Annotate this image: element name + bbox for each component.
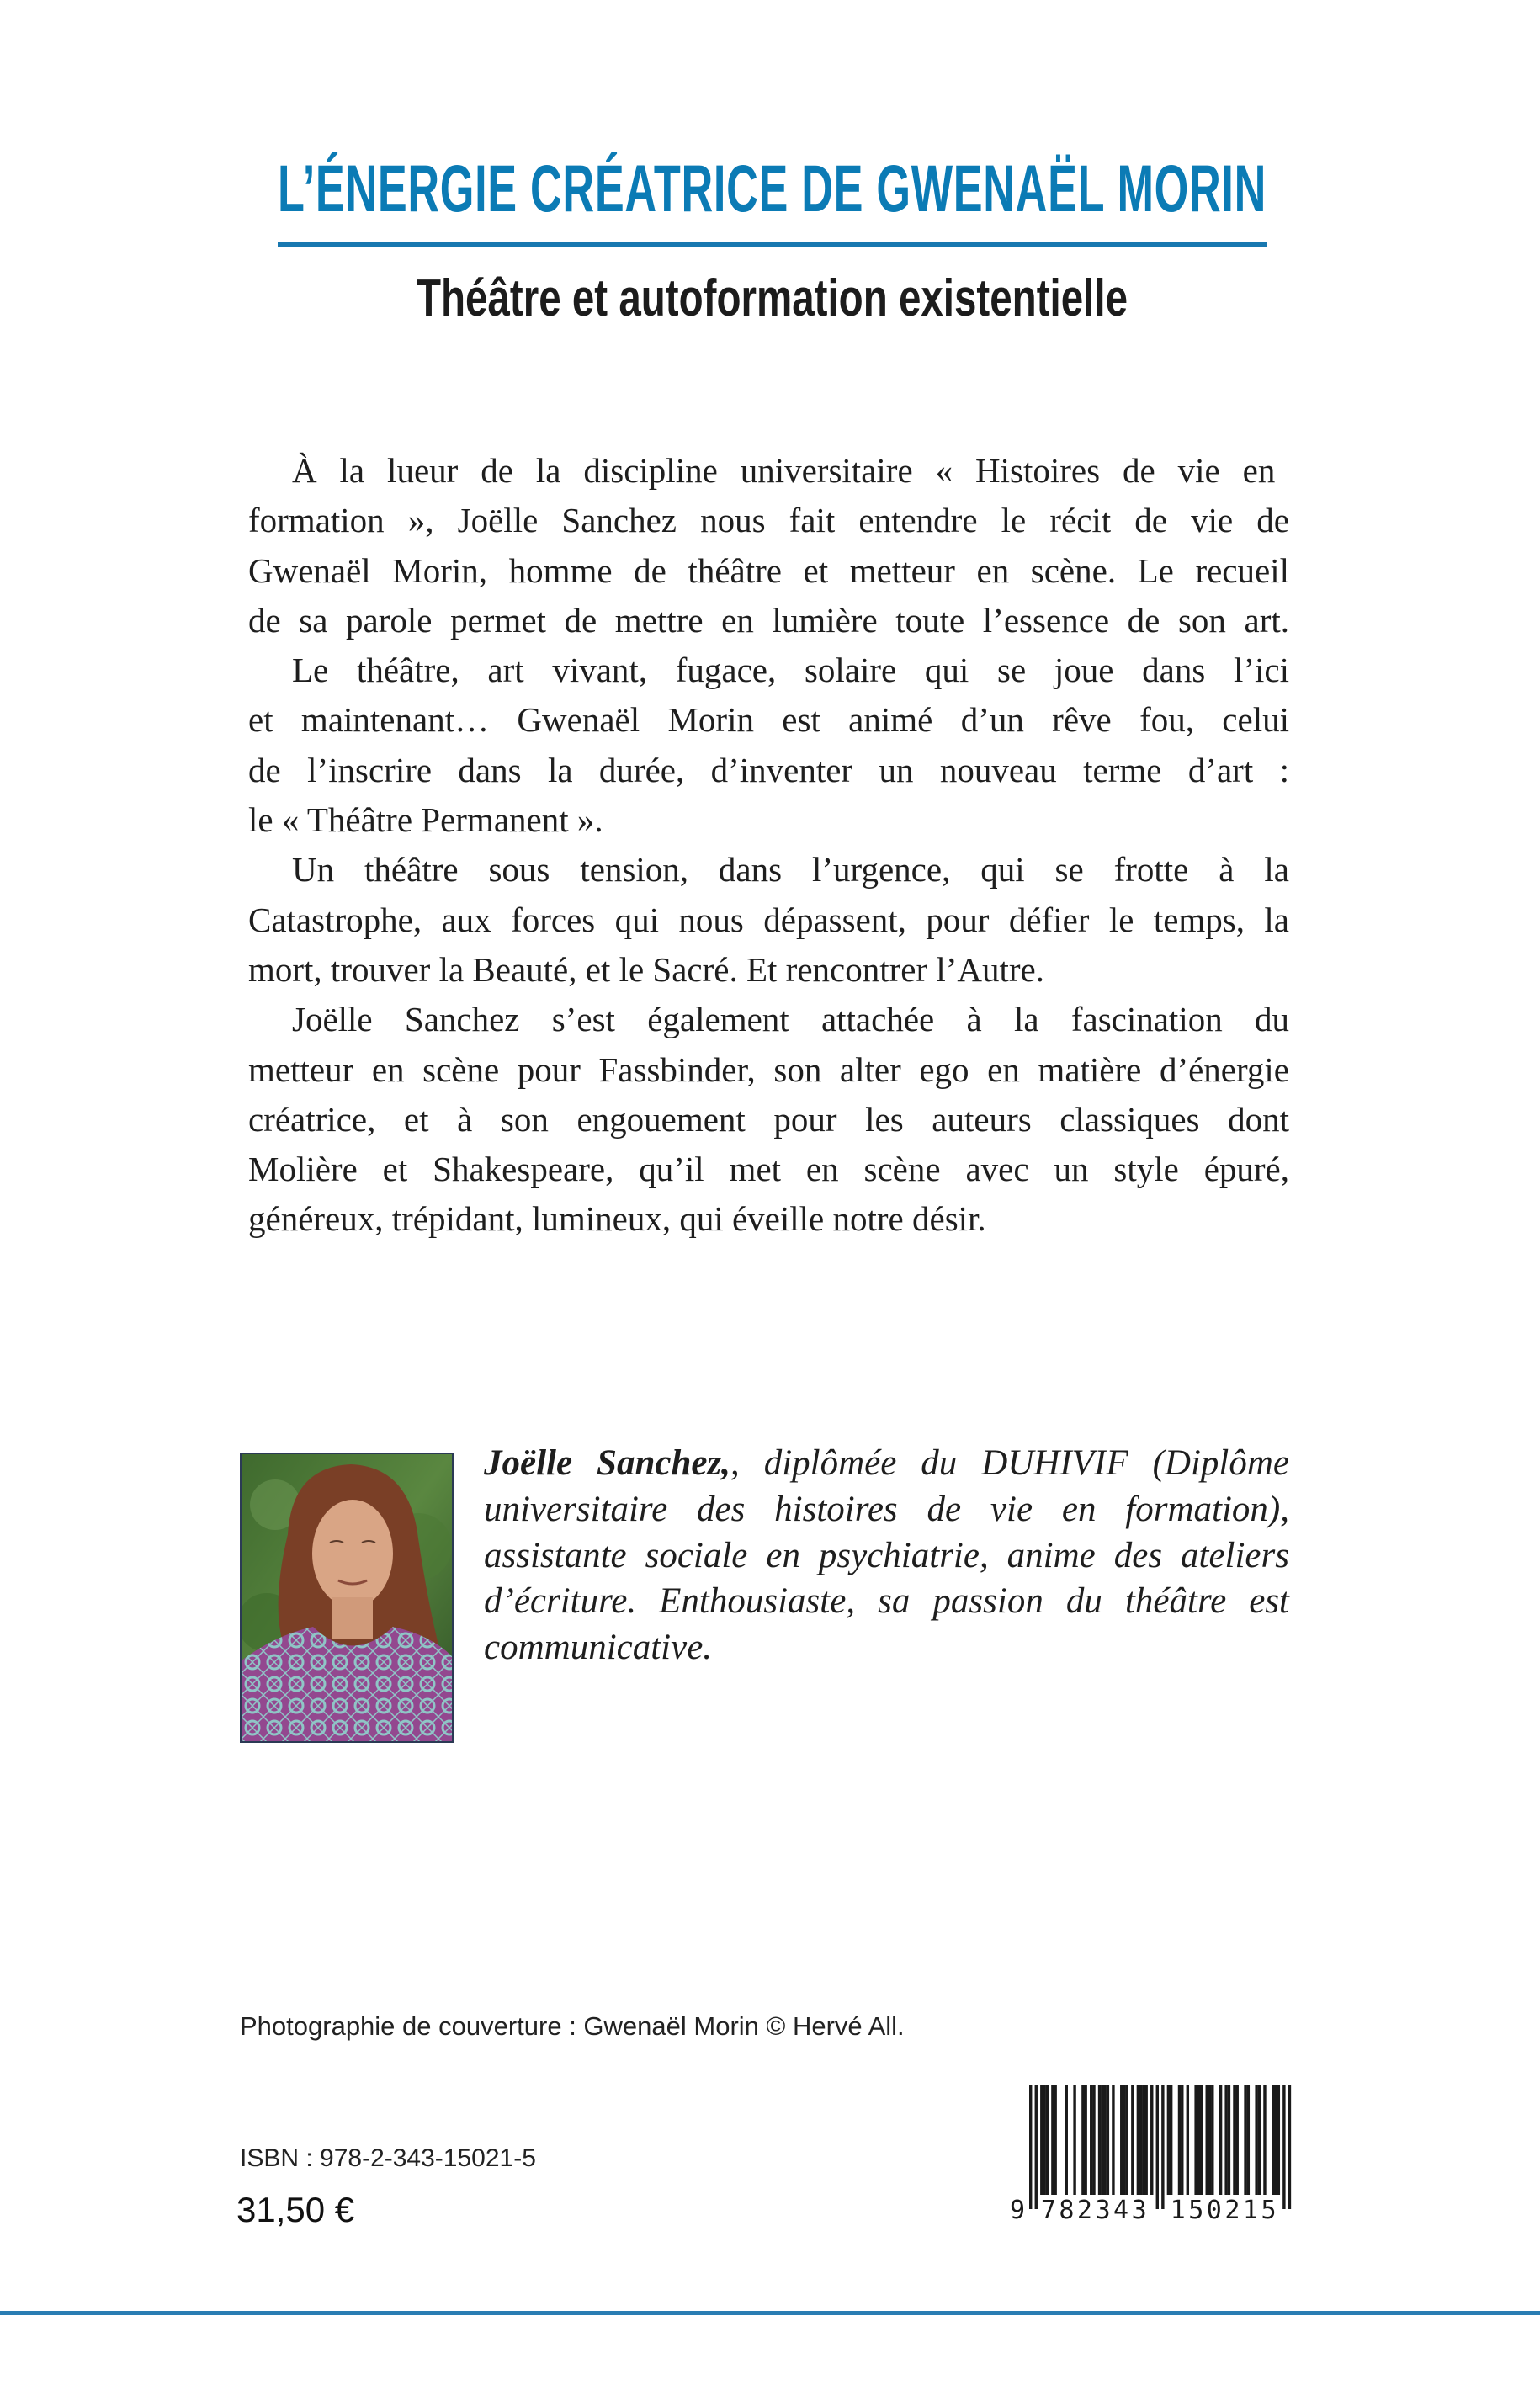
blurb-line: mort, trouver la Beauté, et le Sacré. Et rencontrer l’Autre. [248, 949, 1045, 989]
blurb-line: le « Théâtre Permanent ». [248, 800, 603, 840]
blurb-line: de sa parole permet de mettre en lumière toute l’essence de son art. [248, 600, 1289, 640]
blurb-line: créatrice, et à son engouement pour les auteurs classiques dont [248, 1099, 1289, 1139]
blurb-line: Gwenaël Morin, homme de théâtre et metteur en scène. Le recueil [248, 550, 1289, 590]
blurb-text [248, 446, 1289, 1245]
author-photo [240, 1453, 454, 1743]
author-portrait-image [242, 1454, 452, 1741]
book-subtitle [417, 271, 1128, 327]
svg-text:150215: 150215 [1170, 2196, 1280, 2225]
bio-line: communicative. [484, 1628, 713, 1668]
bio-line: universitaire des histoires de vie en formation), [484, 1489, 1289, 1529]
blurb-line: metteur en scène pour Fassbinder, son alter ego en matière d’énergie [248, 1049, 1289, 1089]
bottom-divider [0, 2311, 1540, 2315]
blurb-line: Joëlle Sanchez s’est également attachée à la fascination du [292, 1000, 1289, 1039]
bio-line: assistante sociale en psychiatrie, anime des ateliers [484, 1535, 1289, 1575]
title-divider [278, 242, 1267, 247]
blurb-line: généreux, trépidant, lumineux, qui éveille notre désir. [248, 1199, 986, 1239]
bio-line: d’écriture. Enthousiaste, sa passion du théâtre est [484, 1581, 1289, 1622]
blurb-line: À la lueur de la discipline universitaire « Histoires de vie en [292, 451, 1276, 490]
svg-text:9: 9 [1010, 2196, 1026, 2225]
blurb-line: Le théâtre, art vivant, fugace, solaire qui se joue dans l’ici [292, 651, 1289, 690]
isbn: ISBN : 978-2-343-15021-5 [240, 2144, 536, 2172]
blurb-line: de l’inscrire dans la durée, d’inventer un nouveau terme d’art : [248, 750, 1289, 789]
bio-first-line-text: , diplômée du DUHIVIF (Diplôme [730, 1443, 1289, 1483]
cover-photo-credit: Photographie de couverture : Gwenaël Morin © Hervé All. [240, 2011, 905, 2041]
book-title [278, 153, 1267, 224]
barcode-icon [1006, 2079, 1297, 2230]
blurb-line: Un théâtre sous tension, dans l’urgence, qui se frotte à la [292, 850, 1289, 890]
blurb-line: Catastrophe, aux forces qui nous dépassent, pour défier le temps, la [248, 900, 1289, 939]
blurb-line: Molière et Shakespeare, qu’il met en scène avec un style épuré, [248, 1150, 1289, 1189]
bio-line [484, 1441, 1289, 1487]
author-name: Joëlle Sanchez, [484, 1443, 730, 1483]
isbn-barcode [1006, 2079, 1297, 2230]
blurb-line: et maintenant… Gwenaël Morin est animé d’un rêve fou, celui [248, 700, 1289, 740]
book-title-text: L’ÉNERGIE CRÉATRICE DE GWENAËL MORIN [278, 151, 1267, 226]
book-subtitle-text: Théâtre et autoformation existentielle [417, 269, 1128, 327]
blurb-line: formation », Joëlle Sanchez nous fait entendre le récit de vie de [248, 501, 1289, 540]
author-bio [484, 1441, 1289, 1671]
svg-text:782343: 782343 [1040, 2196, 1150, 2225]
price: 31,50 € [236, 2190, 355, 2229]
